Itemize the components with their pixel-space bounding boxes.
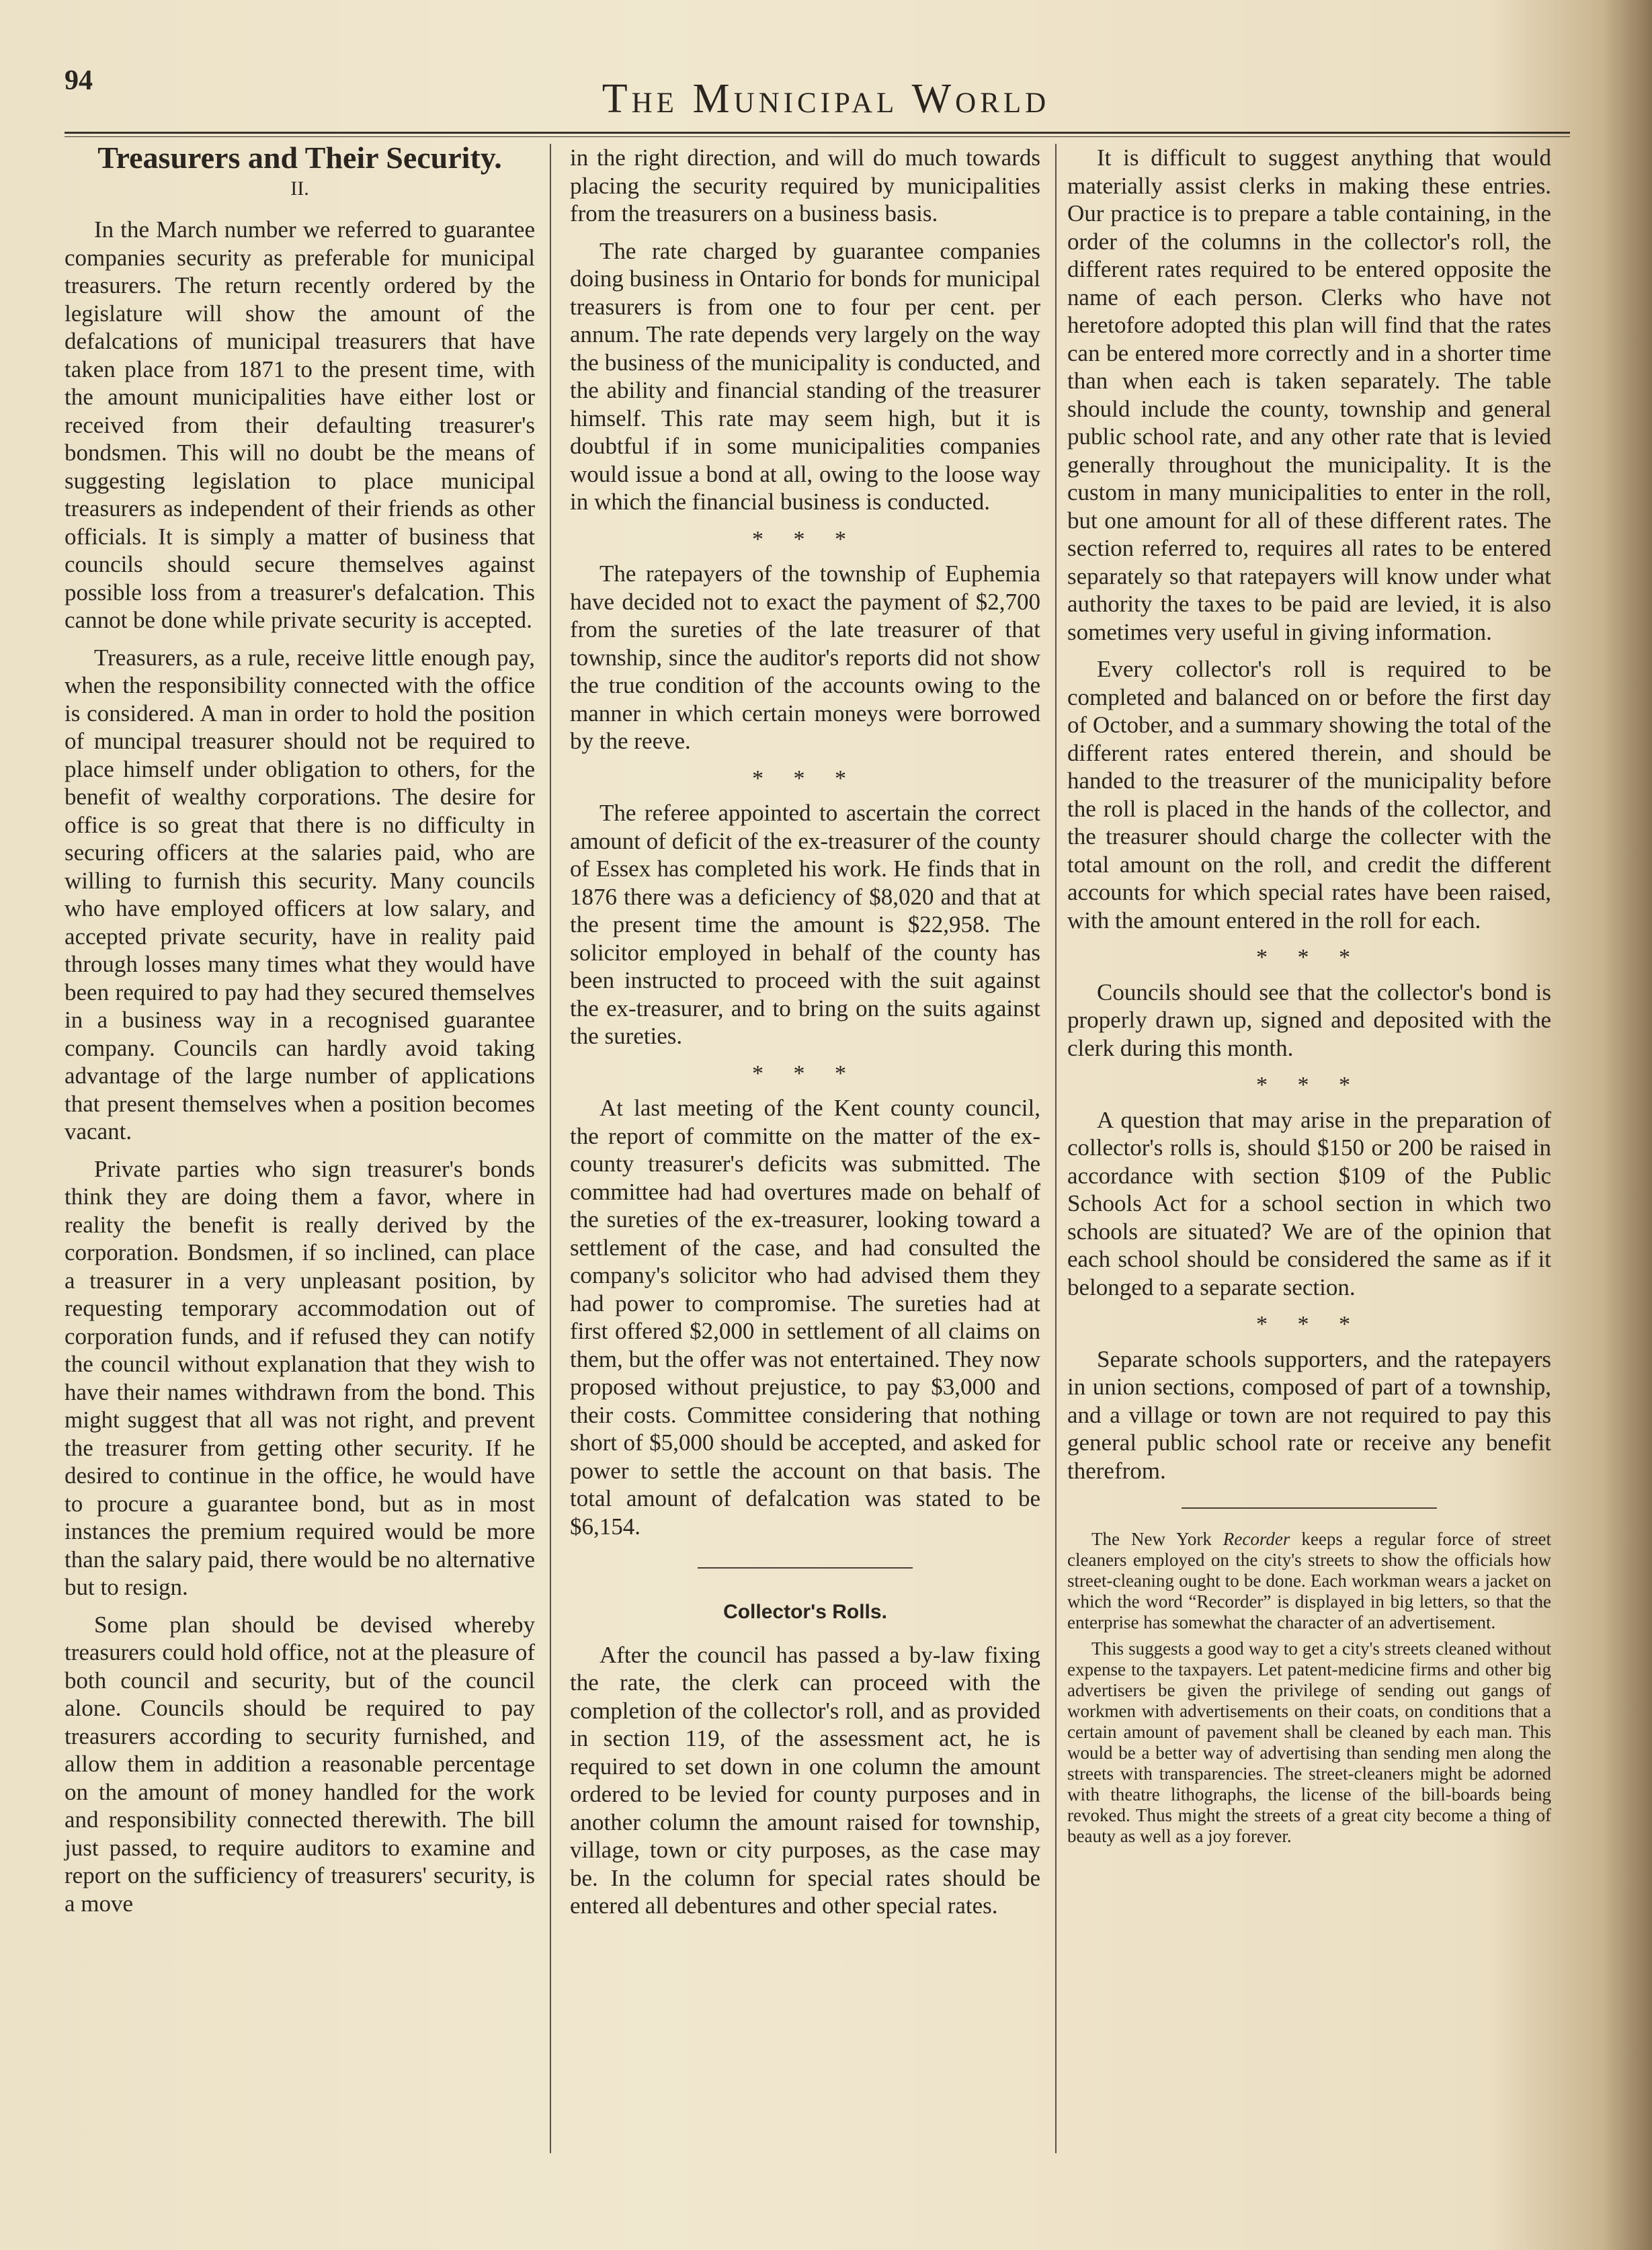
section-separator: * * * (1256, 945, 1362, 970)
note-paragraph: This suggests a good way to get a city's streets cleaned without expense to the taxpayers. Let patent-medicine firms and other big advertisers be given the privilege of sending out gangs of workmen with advertisements on their coats, on conditions that a certain amount of pavement shall be cleaned by each man. This would be a better way of advertising than sending men along the streets with transparencies. The street-cleaners might be adorned with theatre lithographs, the license of the bill-boards being revoked. Thus might the streets of a great city become a thing of beauty as well as a joy forever. (1067, 1638, 1551, 1846)
page-number: 94 (65, 65, 93, 96)
note-paragraph: The New York Recorder keeps a regular force of street cleaners employed on the city's streets to show the officials how street-cleaning ought to be done. Each workman wears a jacket on which the word “Recorder” is displayed in big letters, so that the enterprise has somewhat the character of an advertisement. (1067, 1529, 1551, 1632)
masthead: The Municipal World (602, 76, 1050, 122)
column-1 (65, 140, 535, 1927)
paragraph: Every collector's roll is required to be completed and balanced on or before the first day of October, and a summary showing the total of the different rates entered therein, and should be handed to the treasurer of the municipality before the roll is placed in the hands of the collector, and the treasurer should charge the collecter with the total amount on the roll, and credit the different accounts for which special rates have been raised, with the amount entered in the roll for each. (1067, 656, 1551, 933)
paragraph: Private parties who sign treasurer's bonds think they are doing them a favor, where in reality the benefit is really derived by the corporation. Bondsmen, if so inclined, can place a treasurer in a very unpleasant position, by requesting temporary accommodation out of corporation funds, and if refused they can notify the council without explanation that they wish to have their names withdrawn from the bond. This might suggest that all was not right, and prevent the treasurer from getting other security. If he desired to continue in the office, he would have to procure a guarantee bond, but as in most instances the premium required would be more than the salary paid, there would be no alternative but to resign. (65, 1155, 535, 1600)
paragraph: in the right direction, and will do much towards placing the security required by municipalities from the treasurers on a business basis. (570, 144, 1040, 226)
paragraph: After the council has passed a by-law fixing the rate, the clerk can proceed with the completion of the collector's roll, and as provided in section 119, of the assessment act, he is required to set down in one column the amount ordered to be levied for county purposes and in another column the amount raised for township, village, town or city purposes, as the case may be. In the column for special rates should be entered all debentures and other special rates. (570, 1641, 1040, 1919)
column-3 (1067, 144, 1551, 1852)
paragraph: The ratepayers of the township of Euphemia have decided not to exact the payment of $2,700 from the sureties of the late treasurer of that township, since the auditor's reports did not show the true condition of the accounts owing to the manner in which certain moneys were borrowed by the reeve. (570, 560, 1040, 754)
paragraph: Treasurers, as a rule, receive little enough pay, when the responsibility connected with the office is considered. A man in order to hold the position of muncipal treasurer should not be required to place himself under obligation to others, for the benefit of wealthy corporations. The desire for office is so great that there is no difficulty in securing officers at the salaries paid, who are willing to furnish this security. Many councils who have employed officers at low salary, and accepted private security, have in reality paid through losses many times what they would have been required to pay had they secured themselves in a business way in a recognised guarantee company. Councils can hardly avoid taking advantage of the large number of applications that present themselves when a position becomes vacant. (65, 644, 535, 1144)
section-heading: Collector's Rolls. (723, 1601, 887, 1623)
section-rule (1182, 1507, 1437, 1509)
paragraph: In the March number we referred to guarantee companies security as preferable for municipal treasurers. The return recently ordered by the legislature will show the amount of the defalcations of municipal treasurers that have taken place from 1871 to the present time, with the amount municipalities have either lost or received from their defaulting treasurer's bondsmen. This will no doubt be the means of suggesting legislation to place municipal treasurers as independent of their friends as other officials. It is simply a matter of business that councils should secure themselves against possible loss from a treasurer's defalcation. This cannot be done while private security is accepted. (65, 216, 535, 633)
paragraph: It is difficult to suggest anything that would materially assist clerks in making these entries. Our practice is to prepare a table containing, in the order of the columns in the collector's roll, the different rates required to be entered opposite the name of each person. Clerks who have not heretofore adopted this plan will find that the rates can be entered more correctly and in a shorter time than when each is taken separately. The table should include the county, township and general public school rate, and any other rate that is levied generally throughout the municipality. It is the custom in many municipalities to enter in the roll, but one amount for all of these different rates. The section referred to, requires all rates to be entered separately so that ratepayers will know under what authority the taxes to be paid are levied, it is also sometimes very useful in giving information. (1067, 144, 1551, 645)
paragraph: A question that may arise in the preparation of collector's rolls is, should $150 or 200 be raised in accordance with section $109 of the Public Schools Act for a school section in which two schools are situated? We are of the opinion that each school should be considered the same as if it belonged to a separate section. (1067, 1106, 1551, 1300)
paragraph: At last meeting of the Kent county council, the report of committe on the matter of the ex-county treasurer's deficits was submitted. The committee had had overtures made on behalf of the sureties of the ex-treasurer, looking toward a settlement of the case, and had consulted the company's solicitor who had advised them they had power to compromise. The sureties had at first offered $2,000 in settlement of all claims on them, but the offer was not entertained. They now proposed without prejustice, to pay $3,000 and their costs. Committee considering that nothing short of $5,000 should be accepted, and asked for power to settle the account on that basis. The total amount of defalcation was stated to be $6,154. (570, 1095, 1040, 1540)
article-title: Treasurers and Their Security. (97, 140, 502, 175)
news-note (1067, 1529, 1551, 1847)
section-separator: * * * (1256, 1312, 1362, 1337)
paragraph: Some plan should be devised whereby treasurers could hold office, not at the pleasure of both council and security, but of the council alone. Councils should be required to pay treasurers according to security furnished, and allow them in addition a reasonable percentage on the amount of money handled for the work and responsibility connected therewith. The bill just passed, to require auditors to examine and report on the sufficiency of treasurers' security, is a move (65, 1611, 535, 1917)
column-divider (1055, 144, 1057, 2153)
paragraph: Councils should see that the collector's bond is properly drawn up, signed and deposited with the clerk during this month. (1067, 978, 1551, 1061)
section-separator: * * * (752, 1060, 858, 1086)
column-divider (550, 144, 551, 2153)
paragraph: The referee appointed to ascertain the correct amount of deficit of the ex-treasurer of the county of Essex has completed his work. He finds that in 1876 there was a deficiency of $8,020 and that at the present time the amount is $22,958. The solicitor employed in behalf of the county has been instructed to proceed with the suit against the ex-treasurer, and to bring on the suits against the sureties. (570, 800, 1040, 1049)
column-2 (570, 144, 1040, 1929)
article-part: II. (290, 177, 309, 200)
header-rule (65, 132, 1570, 137)
paragraph: The rate charged by guarantee companies doing business in Ontario for bonds for municipal treasurers is from one to four per cent. per annum. The rate depends very largely on the way the business of the municipality is conducted, and the ability and financial standing of the treasurer himself. This rate may seem high, but it is doubtful if in some municipalities companies would issue a bond at all, owing to the loose way in which the financial business is conducted. (570, 237, 1040, 515)
section-separator: * * * (752, 765, 858, 791)
newspaper-name: Recorder (1223, 1529, 1290, 1549)
paragraph: Separate schools supporters, and the ratepayers in union sections, composed of part of a township, and a village or town are not required to pay this general public school rate or receive any benefit therefrom. (1067, 1345, 1551, 1484)
section-rule (698, 1567, 913, 1569)
section-separator: * * * (1256, 1073, 1362, 1097)
section-separator: * * * (752, 526, 858, 552)
